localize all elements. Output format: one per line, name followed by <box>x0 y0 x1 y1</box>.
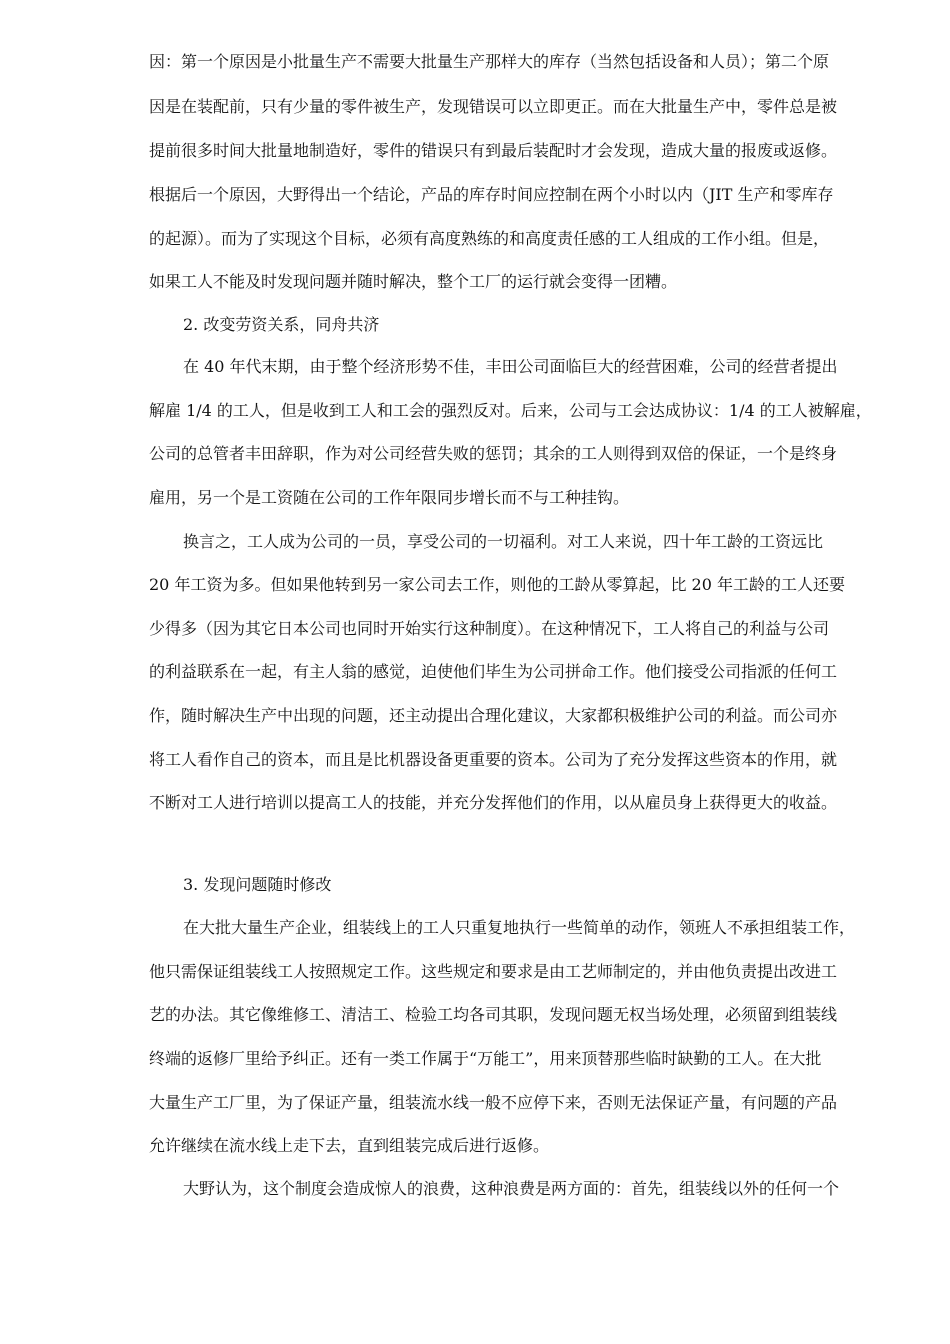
paragraph-line: 在大批大量生产企业，组装线上的工人只重复地执行一些简单的动作，领班人不承担组装工作， <box>183 918 856 937</box>
paragraph-line: 在 40 年代末期，由于整个经济形势不佳，丰田公司面临巨大的经营困难，公司的经营者提出 <box>183 357 838 376</box>
section-heading: 2. 改变劳资关系，同舟共济 <box>183 315 380 334</box>
paragraph-line: 作，随时解决生产中出现的问题，还主动提出合理化建议，大家都积极维护公司的利益。而公司亦 <box>149 706 838 725</box>
paragraph-line: 终端的返修厂里给予纠正。还有一类工作属于“万能工”，用来顶替那些临时缺勤的工人。在大批 <box>149 1049 822 1068</box>
paragraph-line: 允许继续在流水线上走下去，直到组装完成后进行返修。 <box>149 1136 550 1155</box>
paragraph-line: 换言之，工人成为公司的一员，享受公司的一切福利。对工人来说，四十年工龄的工资远比 <box>183 532 824 551</box>
paragraph-line: 大野认为，这个制度会造成惊人的浪费，这种浪费是两方面的：首先，组装线以外的任何一个 <box>183 1179 840 1198</box>
paragraph-line: 因是在装配前，只有少量的零件被生产，发现错误可以立即更正。而在大批量生产中，零件总是被 <box>149 97 838 116</box>
paragraph-line: 20 年工资为多。但如果他转到另一家公司去工作，则他的工龄从零算起，比 20 年工龄的工人还要 <box>149 575 845 594</box>
paragraph-line: 雇用，另一个是工资随在公司的工作年限同步增长而不与工种挂钩。 <box>149 488 630 507</box>
paragraph-line: 少得多（因为其它日本公司也同时开始实行这种制度）。在这种情况下，工人将自己的利益与公司 <box>149 619 830 638</box>
paragraph-line: 将工人看作自己的资本，而且是比机器设备更重要的资本。公司为了充分发挥这些资本的作用，就 <box>149 750 838 769</box>
paragraph-line: 不断对工人进行培训以提高工人的技能，并充分发挥他们的作用，以从雇员身上获得更大的收益。 <box>149 793 838 812</box>
paragraph-line: 因：第一个原因是小批量生产不需要大批量生产那样大的库存（当然包括设备和人员）；第二个原 <box>149 52 830 71</box>
paragraph-line: 公司的总管者丰田辞职，作为对公司经营失败的惩罚；其余的工人则得到双倍的保证，一个是终身 <box>149 444 838 463</box>
paragraph-line: 的起源）。而为了实现这个目标，必须有高度熟练的和高度责任感的工人组成的工作小组。但是， <box>149 229 830 248</box>
paragraph-line: 他只需保证组装线工人按照规定工作。这些规定和要求是由工艺师制定的，并由他负责提出改进工 <box>149 962 838 981</box>
paragraph-line: 根据后一个原因，大野得出一个结论，产品的库存时间应控制在两个小时以内（JIT 生产和零库存 <box>149 185 834 204</box>
paragraph-line: 如果工人不能及时发现问题并随时解决，整个工厂的运行就会变得一团糟。 <box>149 272 678 291</box>
paragraph-line: 解雇 1/4 的工人，但是收到工人和工会的强烈反对。后来，公司与工会达成协议：1/4 的工人被解雇， <box>149 401 872 420</box>
paragraph-line: 艺的办法。其它像维修工、清洁工、检验工均各司其职，发现问题无权当场处理，必须留到组装线 <box>149 1005 838 1024</box>
paragraph-line: 大量生产工厂里，为了保证产量，组装流水线一般不应停下来，否则无法保证产量，有问题的产品 <box>149 1093 838 1112</box>
section-heading: 3. 发现问题随时修改 <box>183 875 332 894</box>
paragraph-line: 的利益联系在一起，有主人翁的感觉，迫使他们毕生为公司拼命工作。他们接受公司指派的任何工 <box>149 662 838 681</box>
paragraph-line: 提前很多时间大批量地制造好，零件的错误只有到最后装配时才会发现，造成大量的报废或返修。 <box>149 141 838 160</box>
